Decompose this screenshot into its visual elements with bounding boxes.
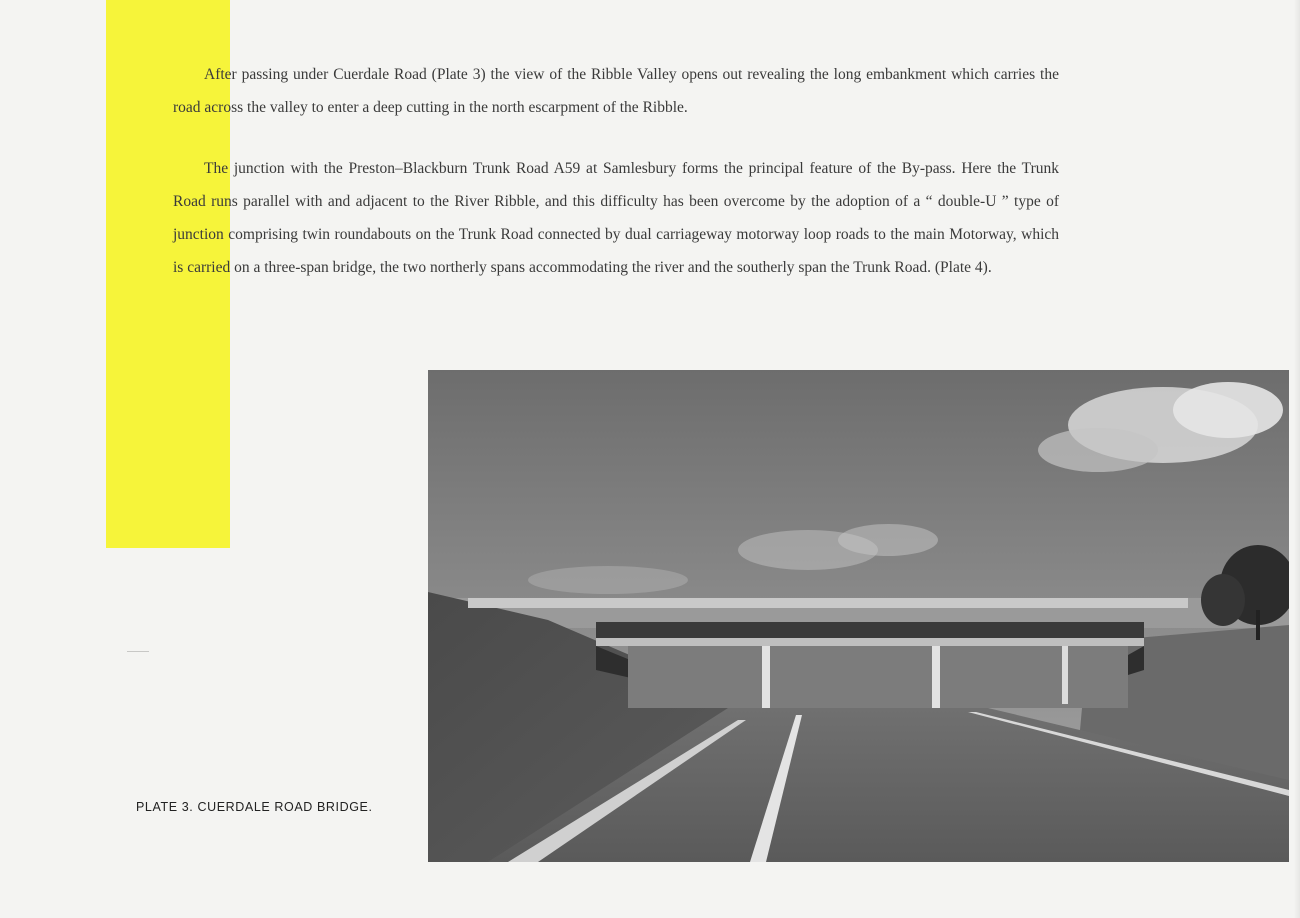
page-edge-shadow <box>1294 0 1300 918</box>
margin-dash <box>127 651 149 652</box>
plate-3-photo <box>428 370 1289 862</box>
paragraph-1-block <box>173 58 1059 124</box>
paragraph-2-block <box>173 152 1059 284</box>
paragraph-2: The junction with the Preston–Blackburn Trunk Road A59 at Samlesbury forms the principal feature of the By-pass. Here the Trunk Road runs parallel with and adjacent to the River Ribble, and this difficulty has been overcome by the adoption of a “ double-U ” type of junction comprising twin roundabouts on the Trunk Road connected by dual carriageway motorway loop roads to the main Motorway, which is carried on a three-span bridge, the two northerly spans accommodating the river and the southerly span the Trunk Road. (Plate 4). <box>173 160 1059 276</box>
paragraph-1: After passing under Cuerdale Road (Plate 3) the view of the Ribble Valley opens out revealing the long embankment which carries the road across the valley to enter a deep cutting in the north escarpment of the Ribble. <box>173 66 1059 116</box>
plate-caption: PLATE 3. CUERDALE ROAD BRIDGE. <box>136 800 373 814</box>
bridge-photo-illustration <box>428 370 1289 862</box>
